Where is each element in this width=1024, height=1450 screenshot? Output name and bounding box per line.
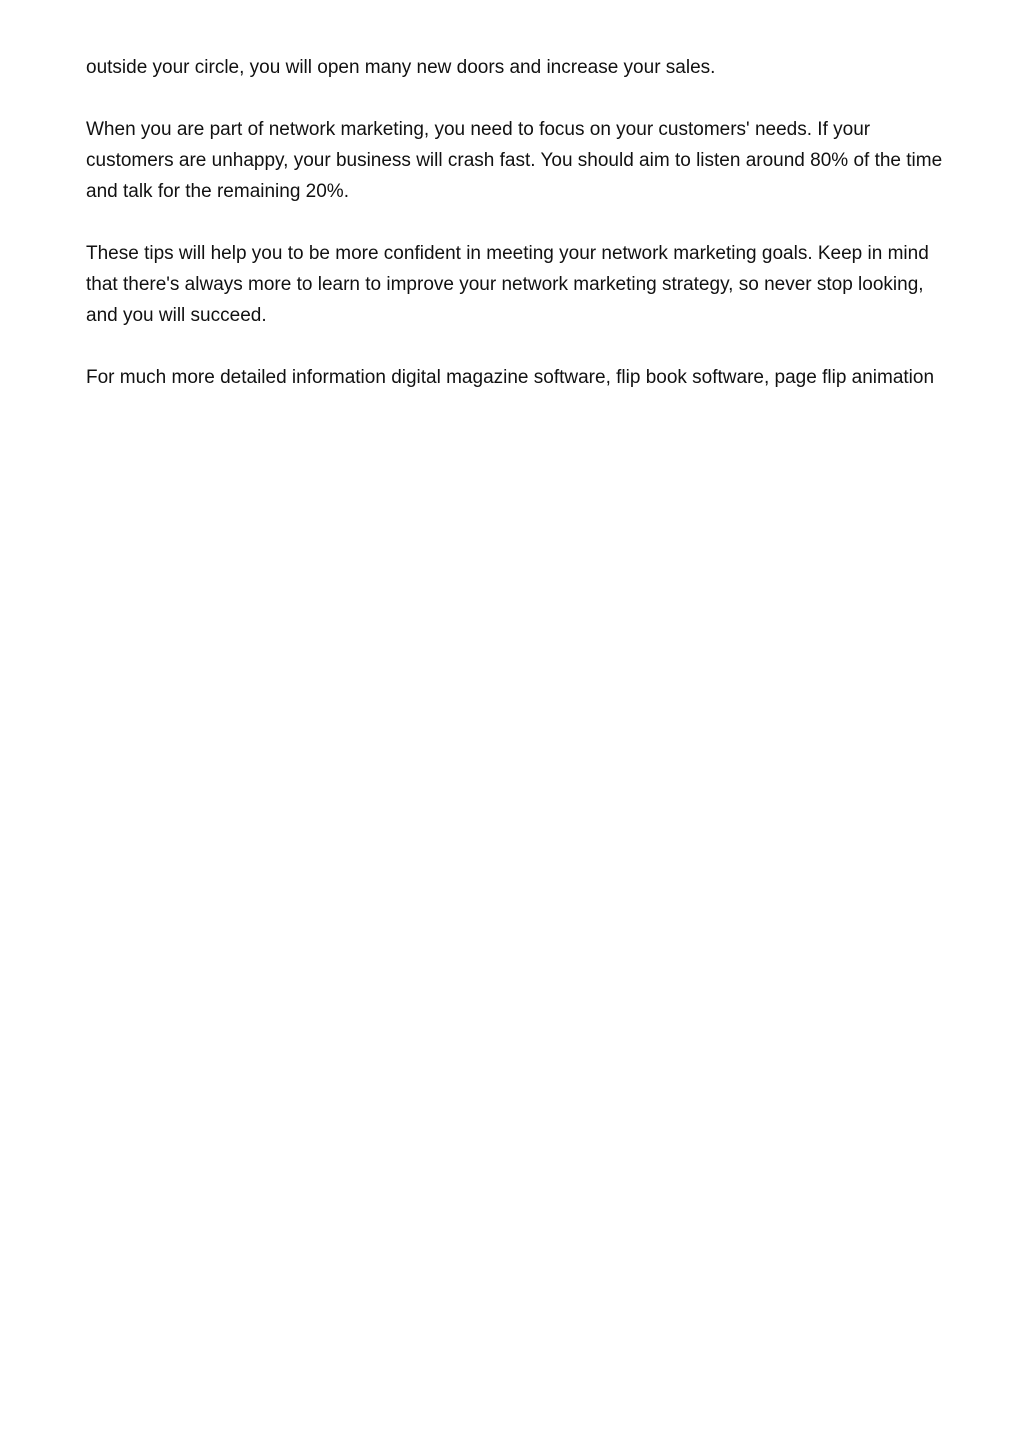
paragraph-tips-summary: These tips will help you to be more confident in meeting your network marketing goals. Keep in mind that there's always more to learn to improve your network marketing strategy, so never stop looking, and you will succeed. bbox=[86, 243, 929, 326]
paragraph-continuation: outside your circle, you will open many new doors and increase your sales. bbox=[86, 57, 716, 78]
paragraph-customer-focus: When you are part of network marketing, you need to focus on your customers' needs. If your customers are unhappy, your business will crash fast. You should aim to listen around 80% of the time and talk for the remaining 20%. bbox=[86, 119, 943, 202]
document-body bbox=[86, 52, 946, 393]
paragraph-more-info: For much more detailed information digital magazine software, flip book software, page flip animation bbox=[86, 367, 935, 388]
